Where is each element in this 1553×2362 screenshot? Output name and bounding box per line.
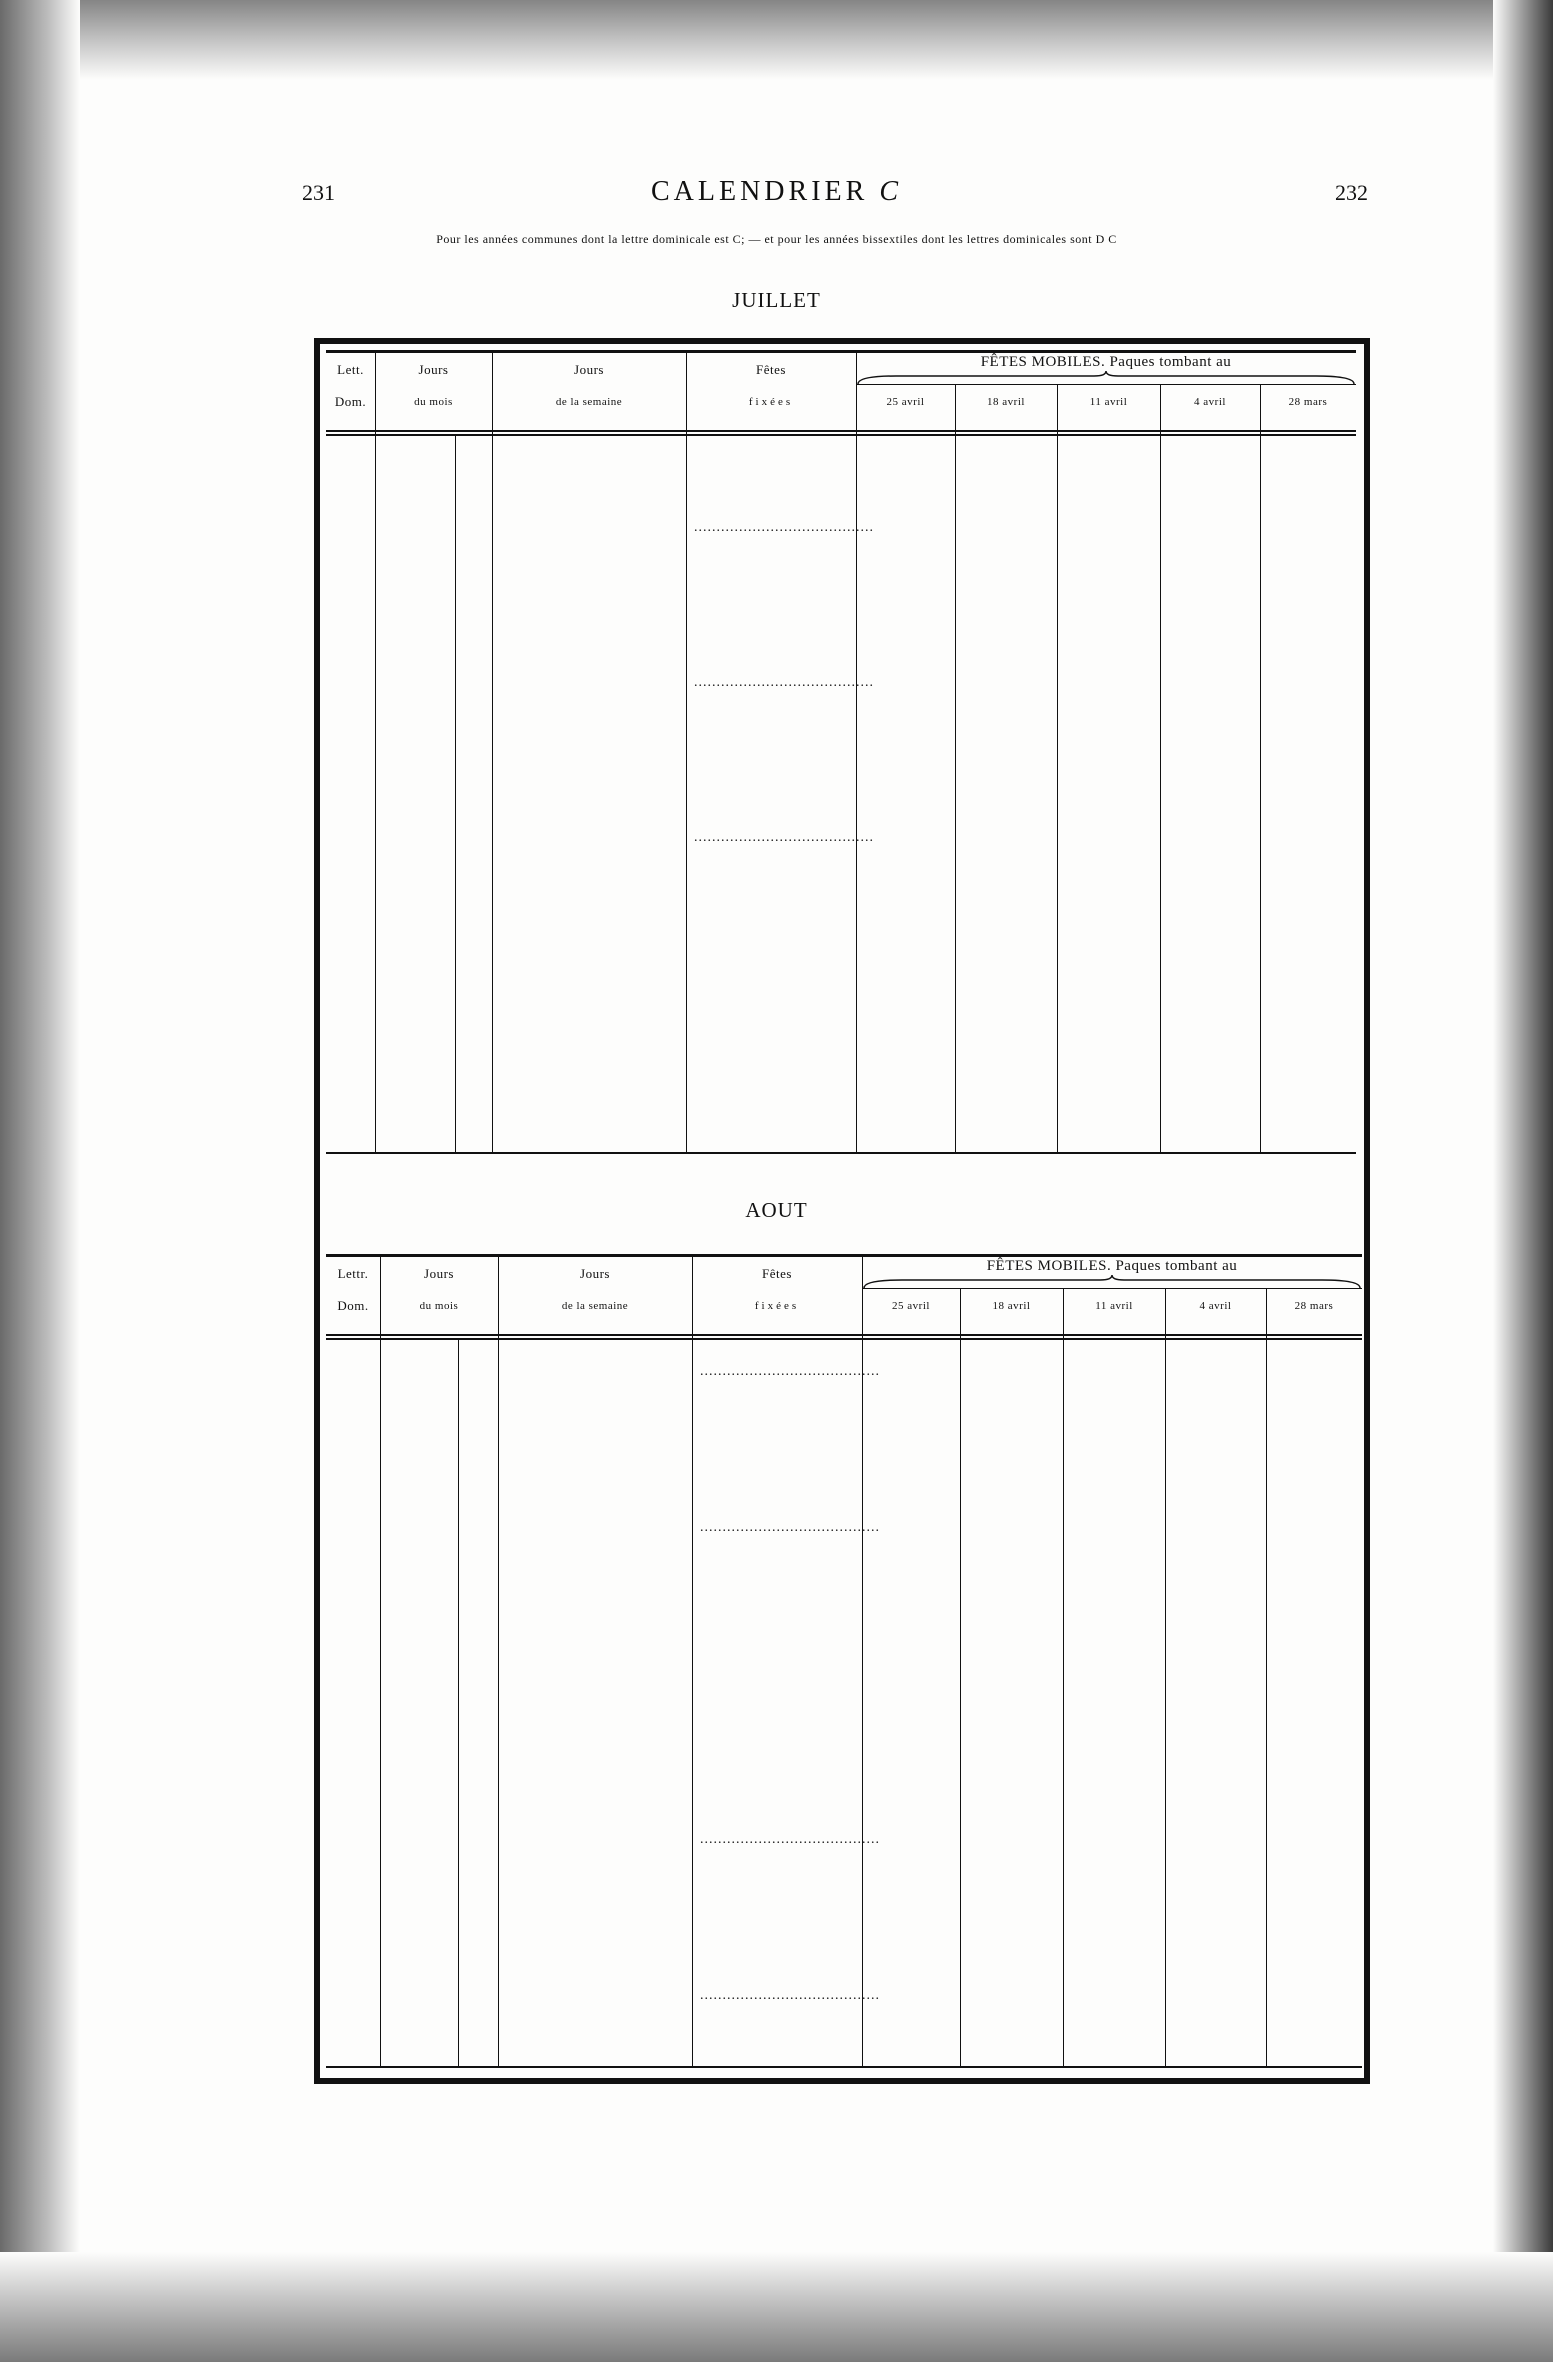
column-rule	[492, 350, 493, 1152]
title-main: CALENDRIER	[650, 176, 869, 207]
column-rule	[1057, 384, 1058, 1152]
column-rule	[1160, 384, 1161, 1152]
header-date-4: 4 avril	[1199, 1300, 1232, 1312]
header-jours: Jours	[424, 1266, 454, 1281]
dotted-leader: ........................................	[694, 519, 874, 535]
header-fixees: fixées	[748, 396, 794, 408]
header-date-5: 28 mars	[1288, 396, 1328, 408]
header-dom: Dom.	[337, 1298, 369, 1313]
dotted-leader: ........................................	[694, 675, 874, 690]
header-fetes: Fêtes	[756, 362, 786, 377]
page-number-right: 232	[1335, 180, 1368, 205]
header-jours: Jours	[418, 362, 449, 377]
header-fetes: Fêtes	[762, 1266, 792, 1281]
table-bottom-rule	[326, 1152, 1356, 1154]
column-rule	[686, 350, 687, 1152]
month-title-juillet: JUILLET	[732, 288, 821, 312]
header-lett: Lett.	[337, 362, 364, 377]
header-date-1: 25 avril	[892, 1300, 930, 1312]
header-date-5: 28 mars	[1294, 1300, 1334, 1312]
table-top-rule	[326, 350, 1356, 353]
dotted-leader: ........................................	[700, 1832, 880, 1848]
header-dom: Dom.	[334, 394, 367, 409]
header-date-3: 11 avril	[1095, 1300, 1133, 1312]
scan-edge-top	[0, 0, 1553, 80]
calendar-frame	[314, 338, 1370, 2084]
column-rule	[856, 350, 857, 1152]
column-rule	[1260, 384, 1261, 1152]
page-subtitle: Pour les années communes dont la lettre dominicale est C; — et pour les années bissextiles dont les lettres dominicales sont D C	[436, 232, 1117, 246]
header-lett: Lettr.	[337, 1266, 369, 1281]
dotted-leader: ........................................	[700, 1364, 880, 1379]
header-de-la-semaine: de la semaine	[555, 396, 623, 408]
header-date-3: 11 avril	[1089, 396, 1128, 408]
header-bottom-rule-2	[326, 434, 1356, 436]
column-rule	[380, 1254, 381, 2066]
dotted-leader: ........................................	[700, 1988, 880, 2004]
column-rule	[1063, 1288, 1064, 2066]
title-letter: C	[879, 176, 902, 207]
header-date-2: 18 avril	[992, 1300, 1031, 1312]
header-date-2: 18 avril	[987, 396, 1025, 408]
day-number-rule	[455, 434, 456, 1152]
column-rule	[692, 1254, 693, 2066]
table-top-rule	[326, 1254, 1362, 1257]
column-rule	[1266, 1288, 1267, 2066]
header-date-4: 4 avril	[1194, 396, 1226, 408]
mobiles-brace	[856, 370, 1356, 386]
header-fetes-mobiles: FÊTES MOBILES. Paques tombant au	[980, 354, 1232, 370]
month-title-aout: AOUT	[745, 1198, 808, 1222]
mobiles-brace	[862, 1274, 1362, 1290]
header-bottom-rule-2	[326, 1338, 1362, 1340]
page-title	[0, 176, 1553, 208]
column-rule	[498, 1254, 499, 2066]
header-jours-semaine: Jours	[574, 362, 604, 377]
header-fixees: fixées	[754, 1300, 800, 1312]
column-rule	[1165, 1288, 1166, 2066]
scan-edge-bottom	[0, 2252, 1553, 2362]
dotted-leader: ........................................	[694, 830, 874, 846]
header-jours-semaine: Jours	[580, 1266, 610, 1281]
header-bottom-rule	[326, 1334, 1362, 1336]
header-du-mois: du mois	[419, 1300, 459, 1312]
table-bottom-rule	[326, 2066, 1362, 2068]
column-rule	[960, 1288, 961, 2066]
header-fetes-mobiles: FÊTES MOBILES. Paques tombant au	[986, 1258, 1238, 1274]
header-bottom-rule	[326, 430, 1356, 432]
day-number-rule	[458, 1338, 459, 2066]
dotted-leader: ........................................	[700, 1520, 880, 1536]
column-rule	[955, 384, 956, 1152]
header-de-la-semaine: de la semaine	[561, 1300, 629, 1312]
page-number-left: 231	[302, 180, 335, 205]
column-rule	[375, 350, 376, 1152]
header-du-mois: du mois	[414, 396, 453, 408]
scan-edge-left	[0, 0, 80, 2362]
scan-edge-right	[1493, 0, 1553, 2362]
header-date-1: 25 avril	[886, 396, 925, 408]
